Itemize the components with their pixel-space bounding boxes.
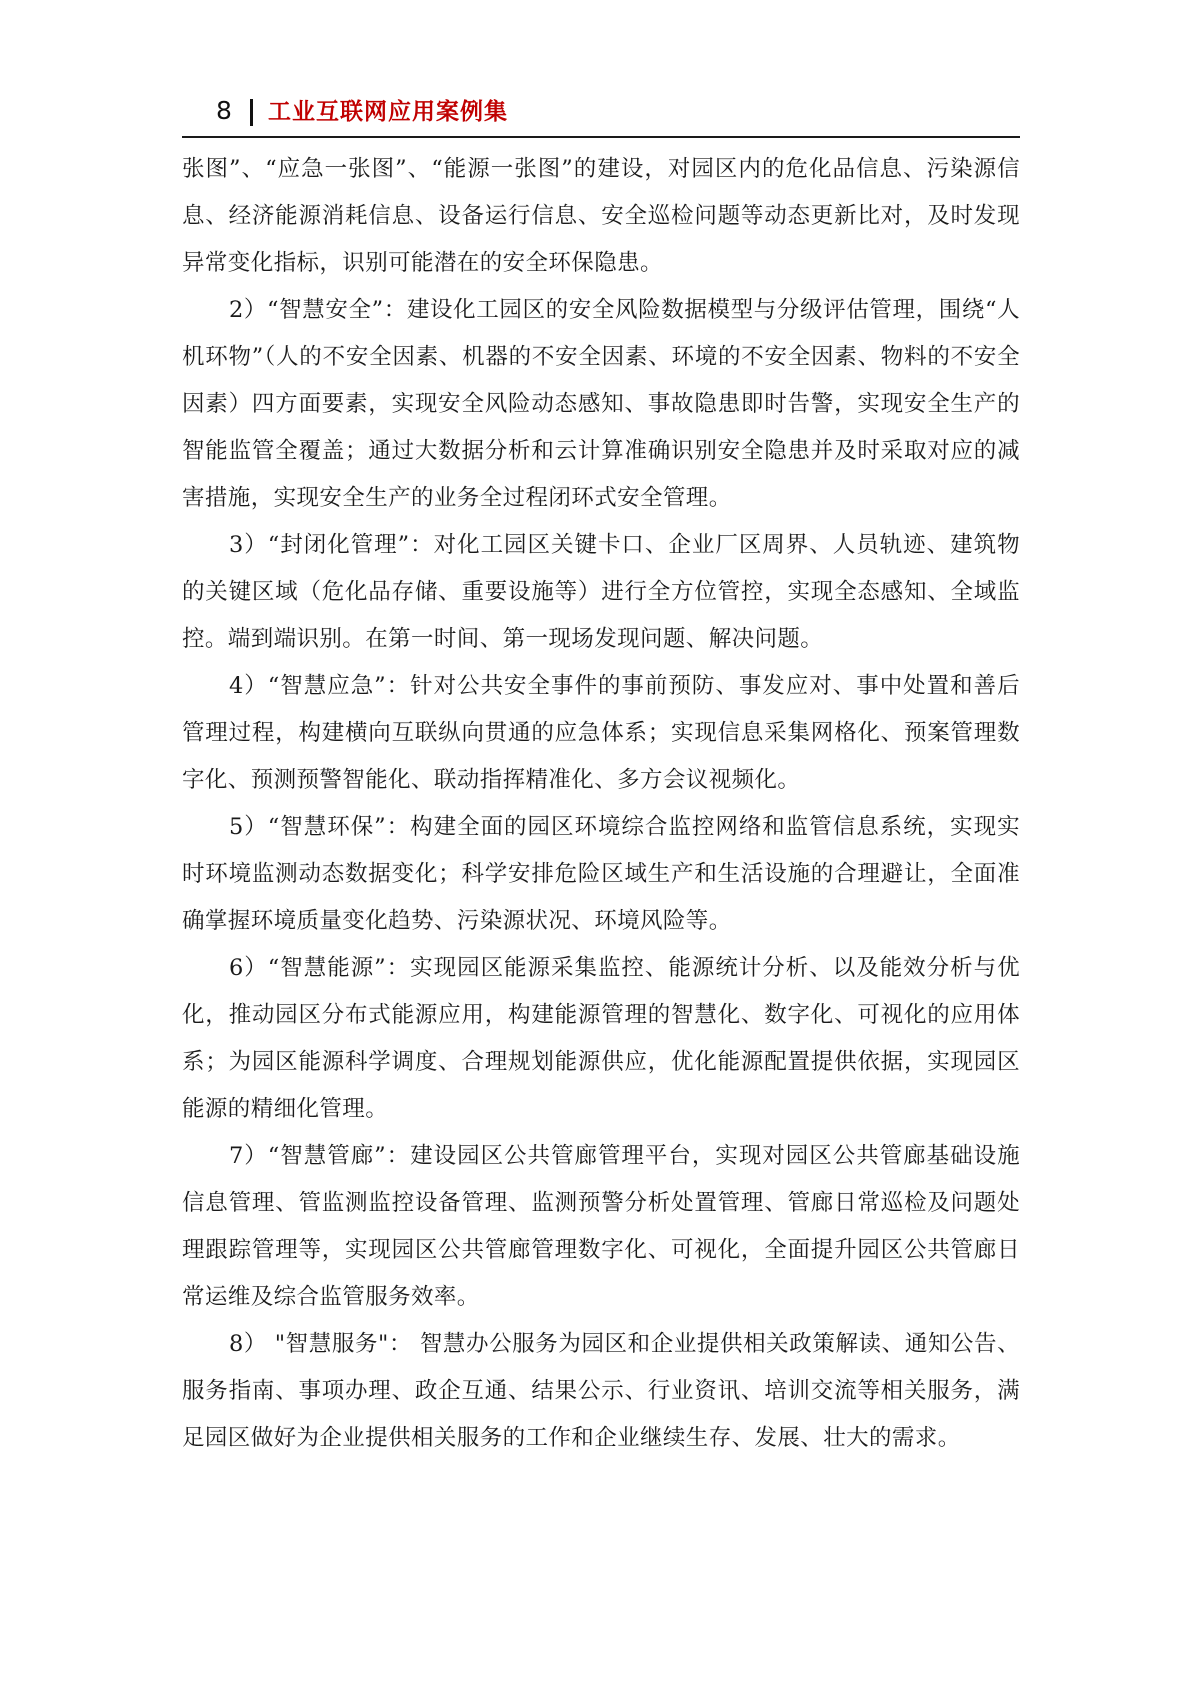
paragraph-smart-environment: 5）“智慧环保”：构建全面的园区环境综合监控网络和监管信息系统，实现实时环境监测动态数据变化；科学安排危险区域生产和生活设施的合理避让，全面准确掌握环境质量变化趋势、污染源状况、环境风险等。	[182, 814, 1020, 934]
paragraph-smart-safety: 2）“智慧安全”：建设化工园区的安全风险数据模型与分级评估管理，围绕“人机环物”（人的不安全因素、机器的不安全因素、环境的不安全因素、物料的不安全因素）四方面要素，实现安全风险动态感知、事故隐患即时告警，实现安全生产的智能监管全覆盖；通过大数据分析和云计算准确识别安全隐患并及时采取对应的减害措施，实现安全生产的业务全过程闭环式安全管理。	[182, 297, 1020, 511]
header-separator	[250, 99, 253, 126]
page-number: 8	[216, 96, 232, 125]
paragraph-closed-management: 3）“封闭化管理”：对化工园区关键卡口、企业厂区周界、人员轨迹、建筑物的关键区域（危化品存储、重要设施等）进行全方位管控，实现全态感知、全域监控。端到端识别。在第一时间、第一现场发现问题、解决问题。	[182, 532, 1020, 652]
paragraph-continuation: 张图”、“应急一张图”、“能源一张图”的建设，对园区内的危化品信息、污染源信息、经济能源消耗信息、设备运行信息、安全巡检问题等动态更新比对，及时发现异常变化指标，识别可能潜在的安全环保隐患。	[182, 156, 1020, 276]
paragraph-smart-energy: 6）“智慧能源”：实现园区能源采集监控、能源统计分析、以及能效分析与优化，推动园区分布式能源应用，构建能源管理的智慧化、数字化、可视化的应用体系；为园区能源科学调度、合理规划能源供应，优化能源配置提供依据，实现园区能源的精细化管理。	[182, 955, 1020, 1122]
page-header	[182, 92, 1020, 138]
body-text	[182, 146, 1020, 1462]
paragraph-smart-service: 8） "智慧服务"： 智慧办公服务为园区和企业提供相关政策解读、通知公告、服务指南、事项办理、政企互通、结果公示、行业资讯、培训交流等相关服务，满足园区做好为企业提供相关服务的工作和企业继续生存、发展、壮大的需求。	[182, 1331, 1020, 1451]
paragraph-smart-emergency: 4）“智慧应急”：针对公共安全事件的事前预防、事发应对、事中处置和善后管理过程，构建横向互联纵向贯通的应急体系；实现信息采集网格化、预案管理数字化、预测预警智能化、联动指挥精准化、多方会议视频化。	[182, 673, 1020, 793]
running-title: 工业互联网应用案例集	[268, 99, 508, 125]
paragraph-smart-pipe-gallery: 7）“智慧管廊”：建设园区公共管廊管理平台，实现对园区公共管廊基础设施信息管理、管监测监控设备管理、监测预警分析处置管理、管廊日常巡检及问题处理跟踪管理等，实现园区公共管廊管理数字化、可视化，全面提升园区公共管廊日常运维及综合监管服务效率。	[182, 1143, 1020, 1310]
